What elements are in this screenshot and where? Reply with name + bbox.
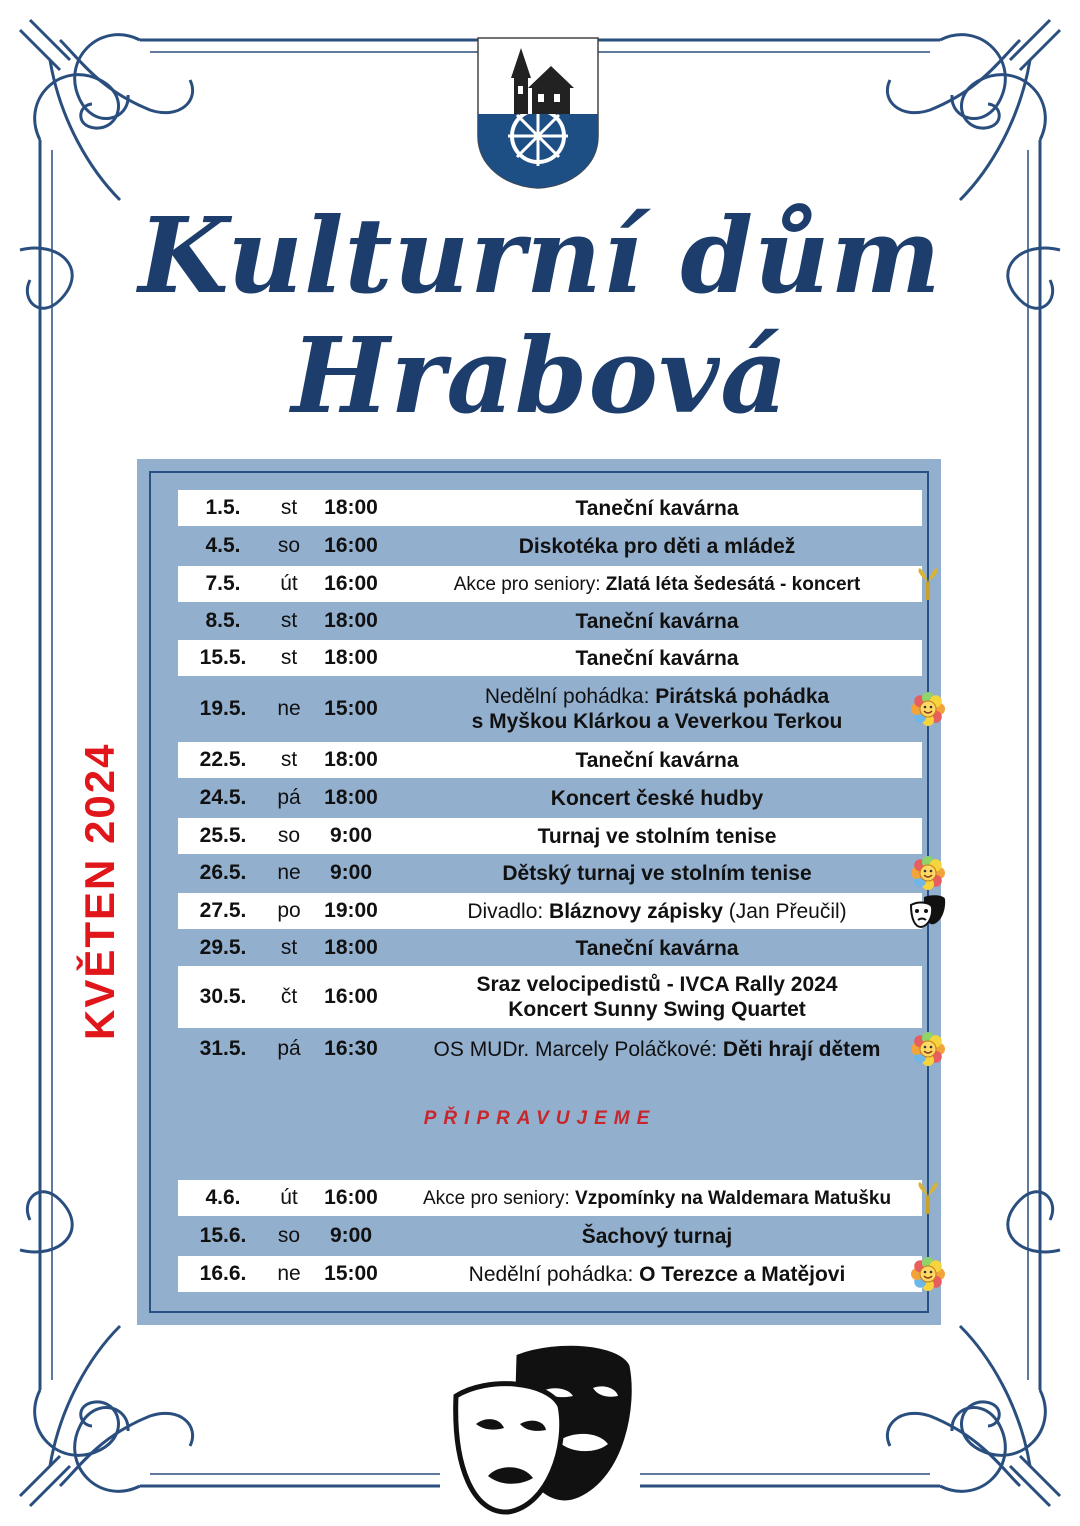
event-title-line <box>402 861 912 886</box>
event-title-line <box>402 1186 912 1211</box>
event-name: Turnaj ve stolním tenise <box>537 824 777 848</box>
event-name: Taneční kavárna <box>575 936 739 960</box>
event-prefix: Akce pro seniory: <box>422 1187 576 1209</box>
event-name-cont: s Myškou Klárkou a Veverkou Terkou <box>471 710 843 733</box>
event-row <box>178 818 922 854</box>
event-date: 8.5. <box>205 609 241 632</box>
event-date: 15.5. <box>199 646 247 669</box>
event-title <box>392 861 922 886</box>
event-prefix: OS MUDr. Marcely Poláčkové: <box>433 1037 723 1061</box>
event-title <box>392 684 922 734</box>
title-line-2: Hrabová <box>291 314 789 437</box>
event-title-line <box>402 646 912 671</box>
event-weekday: pá <box>277 1037 301 1060</box>
event-row <box>178 566 922 602</box>
event-title <box>392 748 922 773</box>
event-title <box>392 972 922 1022</box>
event-time: 15:00 <box>324 697 378 720</box>
event-row <box>178 893 922 929</box>
event-title-line <box>402 572 912 597</box>
event-time: 9:00 <box>329 824 373 847</box>
event-title-line-2 <box>402 997 912 1022</box>
event-title <box>392 1224 922 1249</box>
event-time: 16:00 <box>324 985 378 1008</box>
event-time: 18:00 <box>324 496 378 519</box>
event-date: 27.5. <box>199 899 247 922</box>
event-time: 19:00 <box>324 899 378 922</box>
event-weekday: pá <box>277 786 301 809</box>
event-time: 18:00 <box>324 936 378 959</box>
event-title <box>392 1262 922 1287</box>
event-title-line <box>402 972 912 997</box>
event-title-line <box>402 1037 912 1062</box>
coat-of-arms-icon <box>476 36 600 190</box>
event-title <box>392 936 922 961</box>
event-name: O Terezce a Matějovi <box>639 1262 846 1286</box>
event-title-line <box>402 748 912 773</box>
flower-icon <box>910 855 946 891</box>
senior-icon <box>910 1180 946 1216</box>
event-weekday: st <box>280 609 298 632</box>
event-title-line <box>402 684 912 709</box>
event-name: Zlatá léta šedesátá - koncert <box>605 573 861 595</box>
flower-icon <box>910 1256 946 1292</box>
event-title <box>392 572 922 597</box>
event-row <box>178 528 922 564</box>
event-weekday: st <box>280 748 298 771</box>
upcoming-event-row <box>178 1256 922 1292</box>
event-name: Taneční kavárna <box>575 646 739 670</box>
event-title-line <box>402 786 912 811</box>
event-title <box>392 1037 922 1062</box>
event-row <box>178 742 922 778</box>
event-title-line <box>402 534 912 559</box>
event-time: 9:00 <box>329 1224 373 1247</box>
event-title-line <box>402 496 912 521</box>
event-row <box>178 966 922 1028</box>
event-weekday: út <box>280 572 298 595</box>
event-row <box>178 603 922 639</box>
event-prefix: Nedělní pohádka: <box>468 1262 640 1286</box>
event-weekday: so <box>277 824 301 847</box>
event-title <box>392 899 922 924</box>
event-title <box>392 1186 922 1211</box>
event-title-line <box>402 824 912 849</box>
event-date: 30.5. <box>199 985 247 1008</box>
upcoming-event-row <box>178 1218 922 1254</box>
event-date: 25.5. <box>199 824 247 847</box>
event-date: 16.6. <box>199 1262 247 1285</box>
theatre-masks-icon <box>448 1336 634 1518</box>
event-title-line <box>402 1224 912 1249</box>
event-weekday: ne <box>277 1262 301 1285</box>
event-title <box>392 609 922 634</box>
event-row <box>178 678 922 740</box>
event-name: Taneční kavárna <box>575 496 739 520</box>
event-time: 16:00 <box>324 1186 378 1209</box>
event-row <box>178 930 922 966</box>
event-date: 1.5. <box>205 496 241 519</box>
event-row <box>178 1031 922 1067</box>
event-prefix: Nedělní pohádka: <box>484 685 656 708</box>
event-time: 18:00 <box>324 609 378 632</box>
event-row <box>178 855 922 891</box>
event-name: Děti hrají dětem <box>722 1037 881 1061</box>
event-date: 22.5. <box>199 748 247 771</box>
event-name: Bláznovy zápisky <box>549 899 723 923</box>
event-weekday: čt <box>280 985 298 1008</box>
event-time: 18:00 <box>324 748 378 771</box>
event-prefix: Divadlo: <box>467 899 550 923</box>
event-time: 16:30 <box>324 1037 378 1060</box>
event-date: 19.5. <box>199 697 247 720</box>
flower-icon <box>910 1031 946 1067</box>
event-row <box>178 780 922 816</box>
event-date: 31.5. <box>199 1037 247 1060</box>
event-date: 26.5. <box>199 861 247 884</box>
event-weekday: st <box>280 936 298 959</box>
event-time: 18:00 <box>324 786 378 809</box>
event-time: 15:00 <box>324 1262 378 1285</box>
event-weekday: ne <box>277 861 301 884</box>
event-suffix: (Jan Přeučil) <box>722 899 847 923</box>
event-time: 16:00 <box>324 534 378 557</box>
event-name: Pirátská pohádka <box>655 685 830 708</box>
event-title-line <box>402 899 912 924</box>
event-weekday: st <box>280 646 298 669</box>
event-title <box>392 786 922 811</box>
event-name: Taneční kavárna <box>575 748 739 772</box>
event-row <box>178 640 922 676</box>
event-title <box>392 646 922 671</box>
event-row <box>178 490 922 526</box>
event-title <box>392 496 922 521</box>
event-prefix: Akce pro seniory: <box>453 573 606 595</box>
event-time: 16:00 <box>324 572 378 595</box>
senior-icon <box>910 566 946 602</box>
month-label: KVĚTEN 2024 <box>76 742 123 1040</box>
event-name: Šachový turnaj <box>581 1224 733 1248</box>
event-name: Diskotéka pro děti a mládež <box>518 534 796 558</box>
event-time: 18:00 <box>324 646 378 669</box>
event-title-line-2 <box>402 709 912 734</box>
theatre-masks-icon <box>910 893 946 929</box>
event-name: Taneční kavárna <box>575 609 739 633</box>
event-date: 24.5. <box>199 786 247 809</box>
upcoming-event-row <box>178 1180 922 1216</box>
event-title <box>392 824 922 849</box>
event-weekday: so <box>277 534 301 557</box>
event-weekday: po <box>277 899 301 922</box>
event-weekday: ne <box>277 697 301 720</box>
event-name: Koncert české hudby <box>550 786 764 810</box>
preparing-heading: PŘIPRAVUJEME <box>423 1108 657 1129</box>
flower-icon <box>910 691 946 727</box>
event-date: 4.5. <box>205 534 241 557</box>
event-title <box>392 534 922 559</box>
event-name: Dětský turnaj ve stolním tenise <box>502 861 812 885</box>
event-date: 4.6. <box>205 1186 241 1209</box>
event-date: 29.5. <box>199 936 247 959</box>
event-name: Sraz velocipedistů - IVCA Rally 2024 <box>476 973 838 996</box>
event-time: 9:00 <box>329 861 373 884</box>
event-title-line <box>402 1262 912 1287</box>
event-date: 7.5. <box>205 572 241 595</box>
event-weekday: st <box>280 496 298 519</box>
event-date: 15.6. <box>199 1224 247 1247</box>
event-weekday: so <box>277 1224 301 1247</box>
event-name-cont: Koncert Sunny Swing Quartet <box>508 998 806 1021</box>
event-title-line <box>402 936 912 961</box>
event-title-line <box>402 609 912 634</box>
title-line-1: Kulturní dům <box>138 194 942 317</box>
event-name: Vzpomínky na Waldemara Matušku <box>575 1187 892 1209</box>
event-weekday: út <box>280 1186 298 1209</box>
